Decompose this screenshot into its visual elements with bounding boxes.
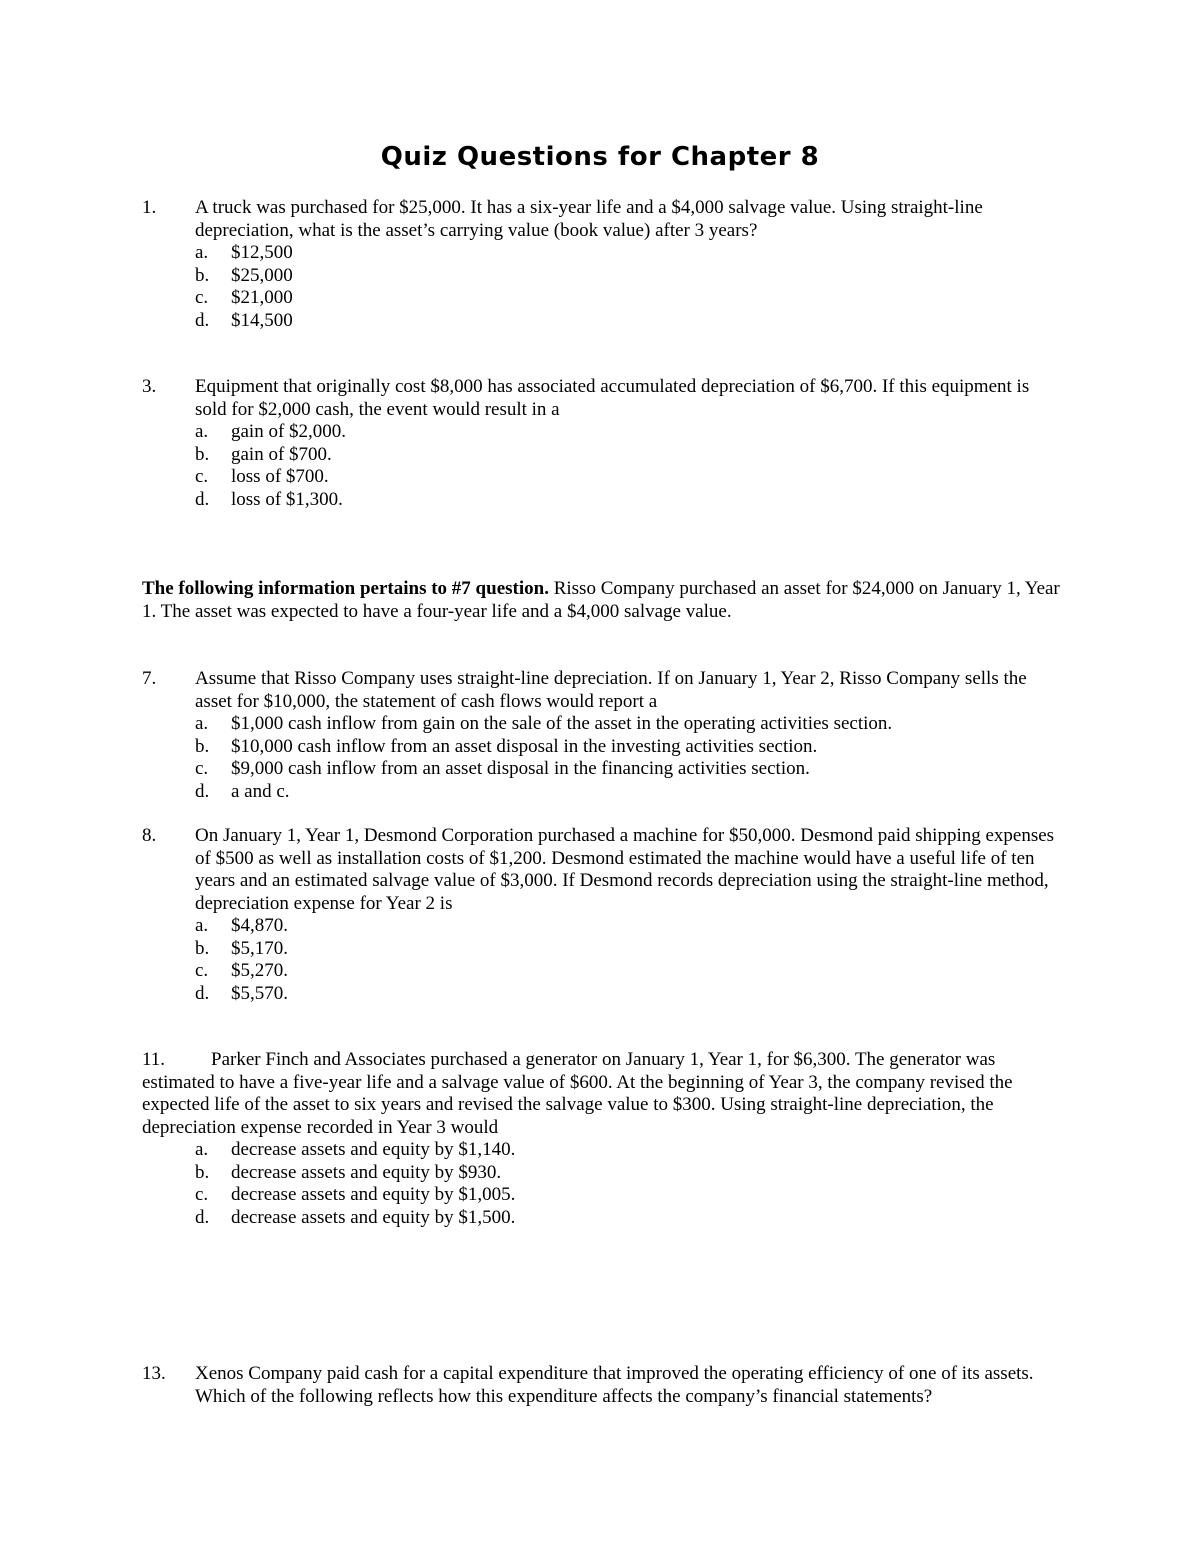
option-letter: d.	[195, 309, 210, 331]
option-letter: a.	[195, 915, 209, 936]
question-11	[142, 1049, 1062, 1229]
question-number: 1.	[142, 197, 157, 218]
answer-option	[195, 242, 1062, 265]
option-letter: c.	[195, 960, 209, 981]
question-number: 7.	[142, 668, 157, 689]
option-letter: a.	[195, 713, 209, 734]
option-letter: b.	[195, 1161, 210, 1183]
question-text: Parker Finch and Associates purchased a generator on January 1, Year 1, for $6,300. The generator was estimated to have a five-year life and a salvage value of $600. At the beginning of Year 3, the company revised the expected life of the asset to six years and revised the salvage value to $300. Using straight-line depreciation, the depreciation expense recorded in Year 3 would	[142, 1049, 1013, 1138]
answer-option	[195, 1184, 1062, 1207]
option-letter: d.	[195, 1206, 210, 1228]
option-text: gain of $2,000.	[231, 421, 347, 442]
option-text: decrease assets and equity by $1,500.	[231, 1206, 516, 1228]
question-7	[142, 668, 1062, 803]
option-text: a and c.	[231, 780, 290, 802]
option-text: gain of $700.	[231, 443, 332, 465]
option-letter: c.	[195, 1184, 209, 1205]
answer-option	[195, 713, 1062, 736]
info-heading: The following information pertains to #7 question.	[142, 578, 549, 599]
answer-option	[195, 781, 1062, 804]
answer-option	[195, 265, 1062, 288]
option-letter: a.	[195, 1139, 209, 1160]
option-text: $25,000	[231, 264, 293, 286]
answer-option	[195, 915, 1062, 938]
option-text: loss of $700.	[231, 466, 329, 487]
answer-option	[195, 466, 1062, 489]
answer-options	[195, 1139, 1062, 1229]
option-letter: c.	[195, 466, 209, 487]
option-text: decrease assets and equity by $930.	[231, 1161, 502, 1183]
question-text-block	[142, 1049, 1062, 1139]
question-number: 11.	[142, 1049, 166, 1070]
question-text: On January 1, Year 1, Desmond Corporation purchased a machine for $50,000. Desmond paid shipping expenses of $500 as well as installation costs of $1,200. Desmond estimated the machine would have a useful life of ten years and an estimated salvage value of $3,000. If Desmond records depreciation using the straight-line method, depreciation expense for Year 2 is	[195, 825, 1055, 914]
option-text: $5,570.	[231, 982, 288, 1004]
answer-options	[195, 421, 1062, 511]
option-text: $4,870.	[231, 915, 288, 936]
option-text: $5,170.	[231, 937, 288, 959]
question-text: Equipment that originally cost $8,000 has associated accumulated depreciation of $6,700. If this equipment is sold for $2,000 cash, the event would result in a	[195, 376, 1030, 420]
answer-option	[195, 1207, 1062, 1230]
answer-option	[195, 421, 1062, 444]
answer-options	[195, 915, 1062, 1005]
option-letter: b.	[195, 443, 210, 465]
question-8	[142, 825, 1062, 1005]
option-letter: c.	[195, 758, 209, 779]
option-text: $9,000 cash inflow from an asset disposal in the financing activities section.	[231, 758, 810, 779]
question-number: 8.	[142, 825, 157, 846]
answer-option	[195, 310, 1062, 333]
answer-options	[195, 242, 1062, 332]
answer-option	[195, 758, 1062, 781]
info-text: Risso Company purchased an asset for $24,000 on January 1, Year 1. The asset was expected to have a four-year life and a $4,000 salvage value.	[142, 578, 1060, 622]
option-text: decrease assets and equity by $1,005.	[231, 1184, 516, 1205]
answer-option	[195, 287, 1062, 310]
option-letter: d.	[195, 488, 210, 510]
answer-options	[195, 713, 1062, 803]
option-text: $12,500	[231, 242, 293, 263]
question-number: 13.	[142, 1363, 166, 1384]
option-letter: b.	[195, 937, 210, 959]
option-text: decrease assets and equity by $1,140.	[231, 1139, 516, 1160]
answer-option	[195, 489, 1062, 512]
question-text: Xenos Company paid cash for a capital expenditure that improved the operating efficiency of one of its assets. Which of the following reflects how this expenditure affects the company’s financial statements?	[195, 1363, 1034, 1407]
answer-option	[195, 983, 1062, 1006]
info-paragraph	[142, 578, 1062, 623]
option-text: $1,000 cash inflow from gain on the sale of the asset in the operating activities section.	[231, 713, 893, 734]
option-letter: d.	[195, 780, 210, 802]
question-number: 3.	[142, 376, 157, 397]
option-text: $14,500	[231, 309, 293, 331]
option-letter: a.	[195, 421, 209, 442]
answer-option	[195, 938, 1062, 961]
answer-option	[195, 960, 1062, 983]
question-3	[142, 376, 1062, 511]
option-text: loss of $1,300.	[231, 488, 343, 510]
question-text: A truck was purchased for $25,000. It has a six-year life and a $4,000 salvage value. Using straight-line depreciation, what is the asset’s carrying value (book value) after 3 years?	[195, 197, 983, 241]
answer-option	[195, 1139, 1062, 1162]
option-letter: b.	[195, 735, 210, 757]
question-13	[142, 1363, 1062, 1408]
option-text: $5,270.	[231, 960, 288, 981]
option-letter: c.	[195, 287, 209, 308]
option-text: $21,000	[231, 287, 293, 308]
page-title: Quiz Questions for Chapter 8	[380, 142, 820, 172]
option-letter: d.	[195, 982, 210, 1004]
question-text: Assume that Risso Company uses straight-line depreciation. If on January 1, Year 2, Risso Company sells the asset for $10,000, the statement of cash flows would report a	[195, 668, 1027, 712]
answer-option	[195, 1162, 1062, 1185]
answer-option	[195, 444, 1062, 467]
option-letter: a.	[195, 242, 209, 263]
question-1	[142, 197, 1062, 332]
answer-option	[195, 736, 1062, 759]
option-text: $10,000 cash inflow from an asset disposal in the investing activities section.	[231, 735, 818, 757]
option-letter: b.	[195, 264, 210, 286]
